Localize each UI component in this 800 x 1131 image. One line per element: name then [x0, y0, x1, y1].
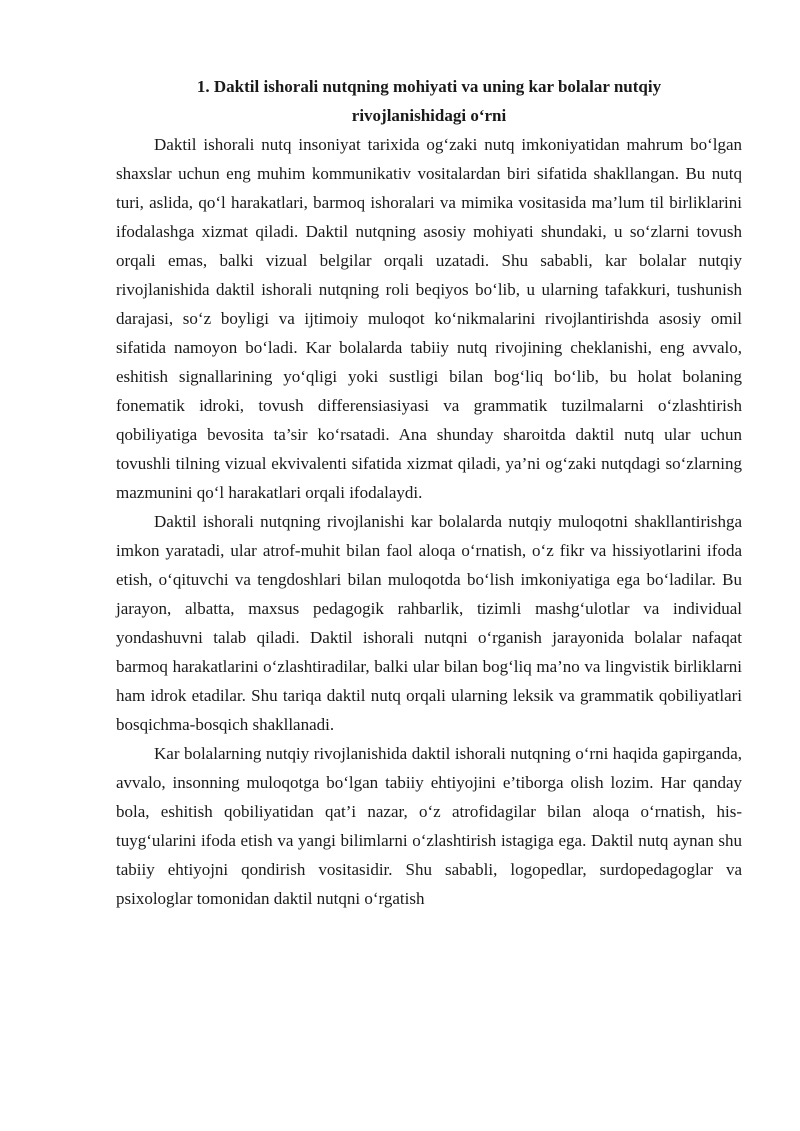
paragraph-3: Kar bolalarning nutqiy rivojlanishida daktil ishorali nutqning o‘rni haqida gapirganda, avvalo, insonning muloqotga bo‘lgan tabiiy ehtiyojini e’tiborga olish lozim. Har qanday bola, eshitish qobiliyatidan qat’i nazar, o‘z atrofidagilar bilan aloqa o‘rnatish, his-tuyg‘ularini ifoda etish va yangi bilimlarni o‘zlashtirish istagiga ega. Daktil nutq aynan shu tabiiy ehtiyojni qondirish vositasidir. Shu sababli, logopedlar, surdopedagoglar va psixologlar tomonidan daktil nutqni o‘rgatish	[116, 744, 742, 908]
section-title-line-2: rivojlanishidagi o‘rni	[351, 106, 507, 125]
section-title	[116, 72, 742, 130]
section-title-line-1: 1. Daktil ishorali nutqning mohiyati va uning kar bolalar nutqiy	[196, 77, 662, 96]
document-page	[116, 72, 742, 913]
paragraph-1: Daktil ishorali nutq insoniyat tarixida og‘zaki nutq imkoniyatidan mahrum bo‘lgan shaxslar uchun eng muhim kommunikativ vositalardan biri sifatida shakllangan. Bu nutq turi, aslida, qo‘l harakatlari, barmoq ishoralari va mimika vositasida ma’lum til birliklarini ifodalashga xizmat qiladi. Daktil nutqning asosiy mohiyati shundaki, u so‘zlarni tovush orqali emas, balki vizual belgilar orqali uzatadi. Shu sababli, kar bolalar nutqiy rivojlanishida daktil ishorali nutqning roli beqiyos bo‘lib, u ularning tafakkuri, tushunish darajasi, so‘z boyligi va ijtimoiy muloqot ko‘nikmalarini rivojlantirishda asosiy omil sifatida namoyon bo‘ladi. Kar bolalarda tabiiy nutq rivojining cheklanishi, eng avvalo, eshitish signallarining yo‘qligi yoki sustligi bilan bog‘liq bo‘lib, bu holat bolaning fonematik idroki, tovush differensiasiyasi va grammatik tuzilmalarni o‘zlashtirish qobiliyatiga bevosita ta’sir ko‘rsatadi. Ana shunday sharoitda daktil nutq ular uchun tovushli tilning vizual ekvivalenti sifatida xizmat qiladi, ya’ni og‘zaki nutqdagi so‘zlarning mazmunini qo‘l harakatlari orqali ifodalaydi.	[116, 135, 742, 502]
paragraph-2: Daktil ishorali nutqning rivojlanishi kar bolalarda nutqiy muloqotni shakllantirishga imkon yaratadi, ular atrof-muhit bilan faol aloqa o‘rnatish, o‘z fikr va hissiyotlarini ifoda etish, o‘qituvchi va tengdoshlari bilan muloqotda bo‘lish imkoniyatiga ega bo‘ladilar. Bu jarayon, albatta, maxsus pedagogik rahbarlik, tizimli mashg‘ulotlar va individual yondashuvni talab qiladi. Daktil ishorali nutqni o‘rganish jarayonida bolalar nafaqat barmoq harakatlarini o‘zlashtiradilar, balki ular bilan bog‘liq ma’no va lingvistik birliklarni ham idrok etadilar. Shu tariqa daktil nutq orqali ularning leksik va grammatik qobiliyatlari bosqichma-bosqich shakllanadi.	[116, 512, 742, 734]
